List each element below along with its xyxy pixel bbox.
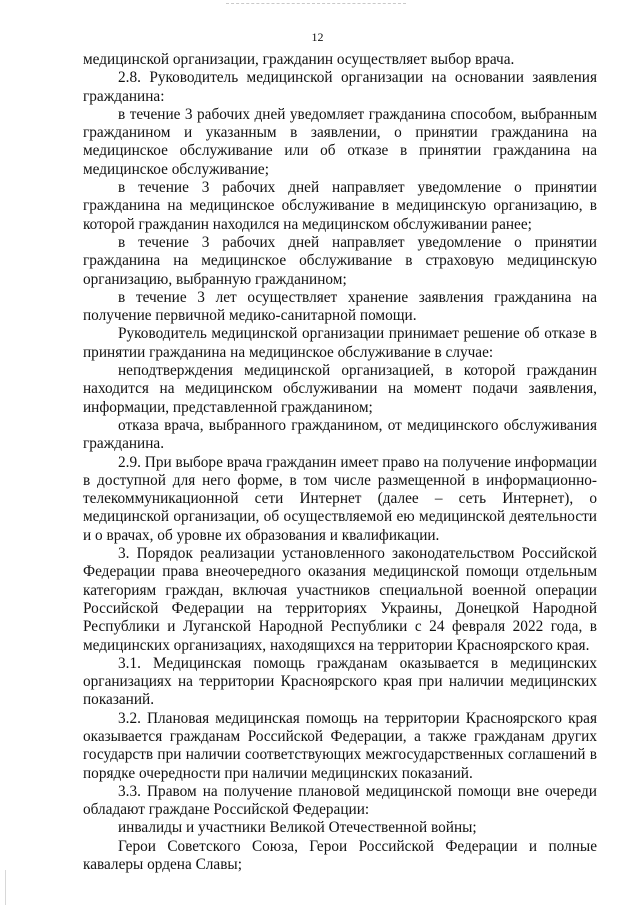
paragraph-2-9: 2.9. При выборе врача гражданин имеет право на получение информации в доступной для него форме, в том числе размещенной в информационно-телекоммуникационной сети Интернет (далее – сеть Интернет), о медицинской организации, об осуществляемой ею медицинской деятельности и о врачах, об уровне их образования и квалификации. (83, 453, 597, 544)
scan-left-edge (5, 870, 6, 905)
document-body (83, 51, 597, 874)
paragraph-3-3: 3.3. Правом на получение плановой медицинской помощи вне очереди обладают граждане Российской Федерации: (83, 782, 597, 819)
paragraph-continuation: медицинской организации, гражданин осуществляет выбор врача. (83, 51, 515, 68)
paragraph-notify-citizen: в течение 3 рабочих дней уведомляет гражданина способом, выбранным гражданином и указанным в заявлении, о принятии гражданина на медицинское обслуживание или об отказе в принятии гражданина на медицинское обслуживание; (83, 105, 597, 178)
paragraph-3-2: 3.2. Плановая медицинская помощь на территории Красноярского края оказывается гражданам Российской Федерации, а также гражданам других государств при наличии соответствующих межгосударственных соглашений в порядке очередности при наличии медицинских показаний. (83, 709, 597, 782)
page-number: 12 (311, 30, 324, 44)
paragraph-3-1: 3.1. Медицинская помощь гражданам оказывается в медицинских организациях на территории Красноярского края при наличии медицинских показаний. (83, 654, 597, 709)
paragraph-refusal-decision: Руководитель медицинской организации принимает решение об отказе в принятии гражданина на медицинское обслуживание в случае: (83, 325, 597, 361)
paragraph-veterans: инвалиды и участники Великой Отечественной войны; (118, 819, 477, 837)
paragraph-notify-previous-org: в течение 3 рабочих дней направляет уведомление о принятии гражданина на медицинское обслуживание в медицинскую организацию, в которой гражданин находился на медицинском обслуживании ранее; (83, 179, 597, 233)
paragraph-notify-insurer: в течение 3 рабочих дней направляет уведомление о принятии гражданина на медицинское обслуживание в страховую медицинскую организацию, выбранную гражданином; (83, 233, 597, 288)
paragraph-refusal-reason-2: отказа врача, выбранного гражданином, от медицинского обслуживания гражданина. (83, 416, 597, 453)
scan-top-edge (226, 3, 406, 4)
paragraph-refusal-reason-1: неподтверждения медицинской организацией, в которой гражданин находится на медицинском обслуживании на момент подачи заявления, информации, представленной гражданином; (83, 362, 597, 416)
paragraph-3: 3. Порядок реализации установленного законодательством Российской Федерации права внеочередного оказания медицинской помощи отдельным категориям граждан, включая участников специальной военной операции Российской Федерации на территориях Украины, Донецкой Народной Республики и Луганской Народной Республики с 24 февраля 2022 года, в медицинских организациях, находящихся на территории Красноярского края. (83, 545, 597, 654)
paragraph-store-application: в течение 3 лет осуществляет хранение заявления гражданина на получение первичной медико-санитарной помощи. (83, 288, 597, 325)
paragraph-heroes: Герои Советского Союза, Герои Российской Федерации и полные кавалеры ордена Славы; (83, 837, 597, 874)
paragraph-2-8: 2.8. Руководитель медицинской организации на основании заявления гражданина: (83, 69, 597, 105)
